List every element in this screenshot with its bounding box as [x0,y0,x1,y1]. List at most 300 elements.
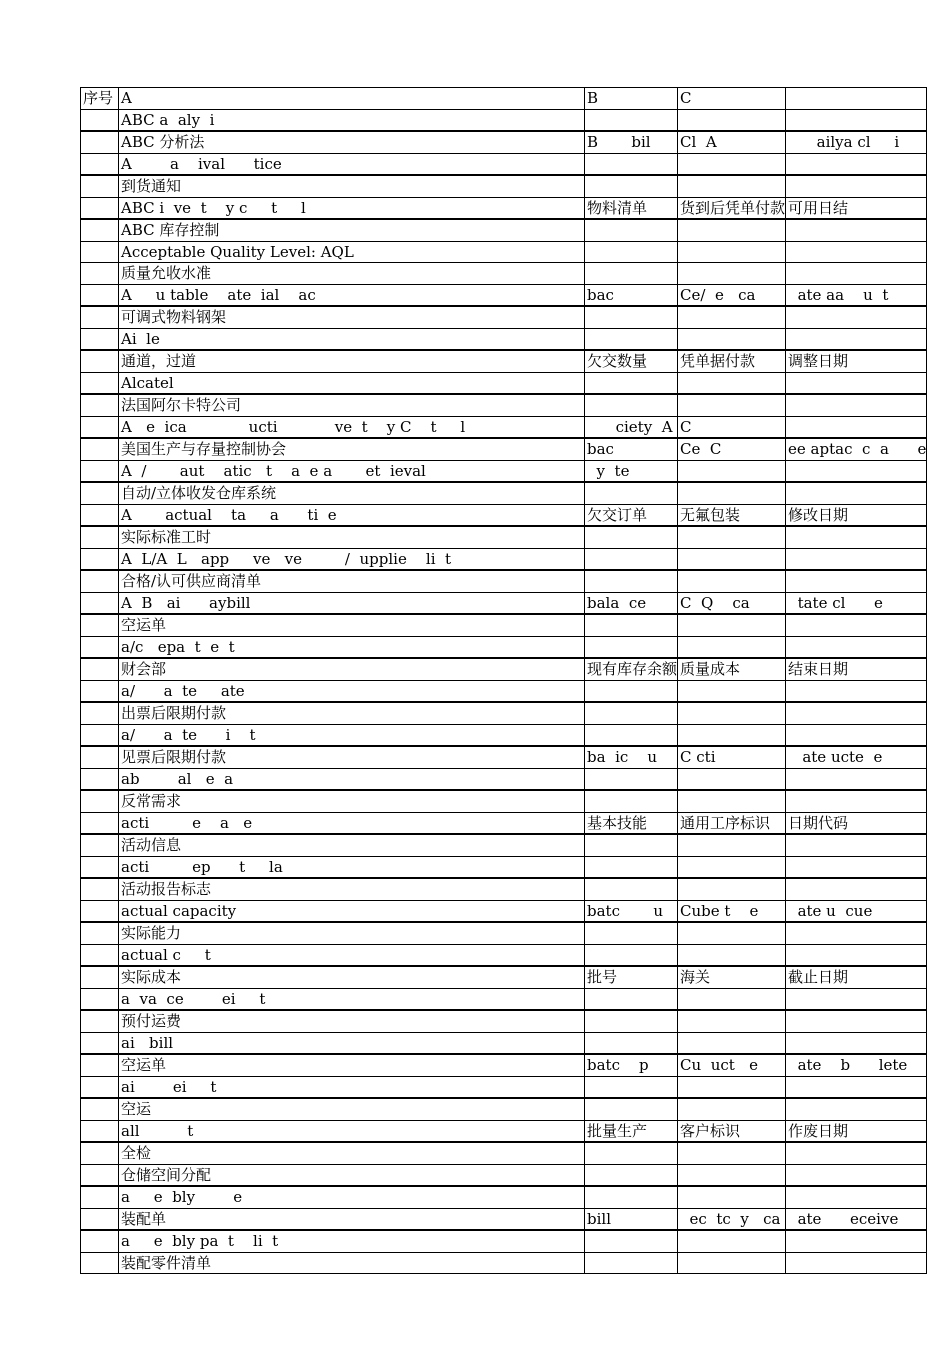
table-cell[interactable] [585,241,678,263]
table-cell[interactable] [81,460,119,482]
table-cell[interactable]: Cube t e [678,900,786,922]
table-row [81,504,927,526]
table-cell[interactable] [585,394,678,416]
table-cell[interactable] [786,328,927,350]
table-row [81,922,927,944]
table-row [81,197,927,219]
table-row [81,394,927,416]
table-cell[interactable]: 批量生产 [585,1120,678,1142]
table-cell[interactable] [585,988,678,1010]
table-cell[interactable]: ailya cl i [786,131,927,153]
table-cell[interactable]: a/c epa t e t [119,636,585,658]
table-cell[interactable] [585,724,678,746]
table-cell[interactable] [678,328,786,350]
table-cell[interactable] [786,614,927,636]
table-cell[interactable] [678,834,786,856]
table-cell[interactable] [678,1098,786,1120]
table-cell[interactable] [678,1032,786,1054]
table-cell[interactable] [678,680,786,702]
table-cell[interactable]: 可用日结 [786,197,927,219]
table-cell[interactable] [81,1186,119,1208]
table-cell[interactable] [678,109,786,131]
table-cell[interactable]: Ai le [119,328,585,350]
table-cell[interactable] [585,1010,678,1032]
table-row [81,636,927,658]
table-cell[interactable] [585,768,678,790]
table-cell[interactable] [585,1098,678,1120]
table-cell[interactable] [678,1076,786,1098]
table-cell[interactable] [81,922,119,944]
table-cell[interactable]: a e bly pa t li t [119,1230,585,1252]
table-cell[interactable] [786,1032,927,1054]
table-cell[interactable]: C Q ca [678,592,786,614]
table-cell[interactable] [786,636,927,658]
table-cell[interactable]: B bil [585,131,678,153]
table-cell[interactable] [81,372,119,394]
table-cell[interactable] [678,482,786,504]
table-cell[interactable] [786,768,927,790]
table-cell[interactable]: Cl A [678,131,786,153]
table-cell[interactable] [678,153,786,175]
table-cell[interactable] [678,175,786,197]
table-cell[interactable] [678,922,786,944]
table-cell[interactable] [786,263,927,285]
table-cell[interactable] [786,724,927,746]
table-cell[interactable]: C [678,416,786,438]
table-cell[interactable] [585,944,678,966]
table-cell[interactable]: 全检 [119,1142,585,1164]
table-cell[interactable]: 截止日期 [786,966,927,988]
table-cell[interactable]: bill [585,1208,678,1230]
table-cell[interactable] [786,1142,927,1164]
table-cell[interactable] [678,702,786,724]
table-cell[interactable]: 实际能力 [119,922,585,944]
table-cell[interactable] [786,1098,927,1120]
table-cell[interactable]: ate u cue [786,900,927,922]
table-cell[interactable] [678,526,786,548]
table-cell[interactable] [81,548,119,570]
table-cell[interactable] [786,1164,927,1186]
table-cell[interactable] [678,878,786,900]
table-cell[interactable] [786,790,927,812]
table-row [81,1010,927,1032]
table-cell[interactable] [786,109,927,131]
table-row [81,153,927,175]
table-body [81,109,927,1274]
table-cell[interactable] [786,175,927,197]
table-cell[interactable]: 无氟包装 [678,504,786,526]
table-cell[interactable] [678,394,786,416]
table-cell[interactable] [678,241,786,263]
table-row [81,350,927,372]
table-cell[interactable] [81,241,119,263]
table-cell[interactable] [585,1076,678,1098]
table-cell[interactable] [81,416,119,438]
table-cell[interactable]: 修改日期 [786,504,927,526]
table-cell[interactable] [786,548,927,570]
table-cell[interactable] [81,856,119,878]
table-cell[interactable] [81,746,119,768]
table-cell[interactable]: Ce C [678,438,786,460]
table-row [81,1252,927,1274]
table-cell[interactable]: ABC i ve t y c t l [119,197,585,219]
table-cell[interactable] [678,856,786,878]
table-cell[interactable] [81,812,119,834]
table-cell[interactable] [585,570,678,592]
table-cell[interactable]: Acceptable Quality Level: AQL [119,241,585,263]
table-cell[interactable] [81,482,119,504]
table-cell[interactable] [585,614,678,636]
table-row [81,1032,927,1054]
table-cell[interactable]: all t [119,1120,585,1142]
table-cell[interactable] [585,1186,678,1208]
table-cell[interactable]: 批号 [585,966,678,988]
header-cell-c[interactable]: C [678,88,786,110]
table-cell[interactable]: 通道，过道 [119,350,585,372]
table-row [81,966,927,988]
table-cell[interactable] [81,680,119,702]
table-cell[interactable]: 物料清单 [585,197,678,219]
table-row [81,746,927,768]
table-cell[interactable]: ate aa u t [786,284,927,306]
table-cell[interactable]: y te [585,460,678,482]
table-row [81,1230,927,1252]
table-cell[interactable]: a/ a te ate [119,680,585,702]
table-cell[interactable]: 质量成本 [678,658,786,680]
table-cell[interactable]: Alcatel [119,372,585,394]
table-cell[interactable] [585,834,678,856]
table-cell[interactable] [786,241,927,263]
table-cell[interactable]: a/ a te i t [119,724,585,746]
table-cell[interactable] [786,834,927,856]
table-cell[interactable]: 质量允收水准 [119,263,585,285]
table-cell[interactable]: A B ai aybill [119,592,585,614]
table-cell[interactable] [786,1252,927,1274]
table-cell[interactable]: 通用工序标识 [678,812,786,834]
table-row [81,944,927,966]
table-cell[interactable] [678,614,786,636]
table-cell[interactable]: 见票后限期付款 [119,746,585,768]
table-row [81,438,927,460]
table-cell[interactable] [585,1252,678,1274]
table-cell[interactable]: bac [585,284,678,306]
table-cell[interactable] [81,900,119,922]
table-cell[interactable] [678,219,786,241]
table-row [81,724,927,746]
table-cell[interactable] [786,944,927,966]
table-cell[interactable]: A a ival tice [119,153,585,175]
table-cell[interactable]: A / aut atic t a e a et ieval [119,460,585,482]
table-cell[interactable]: ee aptac c a e [786,438,927,460]
table-cell[interactable] [678,768,786,790]
table-cell[interactable] [81,636,119,658]
table-cell[interactable] [81,438,119,460]
table-row [81,460,927,482]
table-cell[interactable] [81,175,119,197]
table-cell[interactable] [678,944,786,966]
table-cell[interactable] [678,1230,786,1252]
table-cell[interactable]: batc u [585,900,678,922]
table-cell[interactable] [81,1142,119,1164]
table-cell[interactable]: 反常需求 [119,790,585,812]
table-cell[interactable] [678,372,786,394]
table-cell[interactable] [585,219,678,241]
table-row [81,131,927,153]
table-cell[interactable]: acti e a e [119,812,585,834]
table-cell[interactable] [81,1208,119,1230]
table-cell[interactable]: 日期代码 [786,812,927,834]
table-cell[interactable] [786,570,927,592]
table-cell[interactable] [585,548,678,570]
table-cell[interactable] [81,724,119,746]
table-cell[interactable] [81,966,119,988]
table-cell[interactable] [81,944,119,966]
header-cell-no[interactable]: 序号 [81,88,119,110]
table-cell[interactable] [786,372,927,394]
table-cell[interactable] [786,526,927,548]
table-cell[interactable]: 可调式物料钢架 [119,306,585,328]
table-cell[interactable]: ciety A [585,416,678,438]
table-cell[interactable] [786,153,927,175]
table-cell[interactable] [585,1142,678,1164]
table-cell[interactable] [81,768,119,790]
table-cell[interactable]: actual c t [119,944,585,966]
table-cell[interactable] [786,680,927,702]
table-cell[interactable]: 空运单 [119,1054,585,1076]
header-cell-d[interactable] [786,88,927,110]
table-cell[interactable] [678,724,786,746]
table-cell[interactable]: 欠交订单 [585,504,678,526]
table-cell[interactable]: 欠交数量 [585,350,678,372]
table-cell[interactable] [585,702,678,724]
table-cell[interactable] [81,790,119,812]
table-row [81,614,927,636]
table-cell[interactable]: 装配零件清单 [119,1252,585,1274]
table-cell[interactable]: A L/A L app ve ve / upplie li t [119,548,585,570]
table-cell[interactable]: ABC 库存控制 [119,219,585,241]
table-cell[interactable]: A actual ta a ti e [119,504,585,526]
header-cell-a[interactable]: A [119,88,585,110]
table-cell[interactable] [81,306,119,328]
table-cell[interactable] [81,328,119,350]
table-cell[interactable]: ate eceive [786,1208,927,1230]
table-cell[interactable]: 现有库存余额 [585,658,678,680]
table-cell[interactable]: 海关 [678,966,786,988]
table-cell[interactable]: 空运单 [119,614,585,636]
table-cell[interactable]: 财会部 [119,658,585,680]
table-cell[interactable]: ec tc y ca [678,1208,786,1230]
table-cell[interactable] [81,570,119,592]
table-cell[interactable]: 货到后凭单付款 [678,197,786,219]
table-row [81,526,927,548]
table-cell[interactable] [81,504,119,526]
table-cell[interactable]: C cti [678,746,786,768]
table-cell[interactable]: a va ce ei t [119,988,585,1010]
table-cell[interactable] [585,482,678,504]
table-cell[interactable] [81,988,119,1010]
table-cell[interactable] [585,1032,678,1054]
table-cell[interactable]: 空运 [119,1098,585,1120]
table-cell[interactable] [678,988,786,1010]
table-cell[interactable]: 法国阿尔卡特公司 [119,394,585,416]
table-cell[interactable]: bac [585,438,678,460]
table-cell[interactable] [678,460,786,482]
table-cell[interactable] [81,592,119,614]
table-cell[interactable]: actual capacity [119,900,585,922]
table-row [81,702,927,724]
table-cell[interactable] [678,306,786,328]
table-cell[interactable] [678,1164,786,1186]
table-cell[interactable]: tate cl e [786,592,927,614]
table-cell[interactable] [786,1076,927,1098]
table-cell[interactable] [585,636,678,658]
table-cell[interactable] [585,856,678,878]
table-cell[interactable] [786,922,927,944]
table-cell[interactable]: ab al e a [119,768,585,790]
table-cell[interactable]: 基本技能 [585,812,678,834]
table-cell[interactable] [786,1186,927,1208]
table-cell[interactable] [678,790,786,812]
table-cell[interactable]: ate ucte e [786,746,927,768]
table-row [81,1164,927,1186]
table-cell[interactable] [585,306,678,328]
table-row [81,1186,927,1208]
table-cell[interactable]: bala ce [585,592,678,614]
table-cell[interactable] [585,1164,678,1186]
table-cell[interactable]: 出票后限期付款 [119,702,585,724]
table-cell[interactable]: 到货通知 [119,175,585,197]
table-cell[interactable] [585,372,678,394]
table-cell[interactable]: acti ep t la [119,856,585,878]
table-row [81,1208,927,1230]
table-row [81,856,927,878]
table-cell[interactable]: ba ic u [585,746,678,768]
table-cell[interactable] [81,614,119,636]
table-cell[interactable]: 装配单 [119,1208,585,1230]
table-cell[interactable]: 美国生产与存量控制协会 [119,438,585,460]
table-cell[interactable]: 实际标准工时 [119,526,585,548]
table-cell[interactable] [81,131,119,153]
table-row [81,988,927,1010]
table-cell[interactable] [678,1252,786,1274]
table-cell[interactable] [585,153,678,175]
table-cell[interactable]: 合格/认可供应商清单 [119,570,585,592]
table-cell[interactable]: ABC 分析法 [119,131,585,153]
table-cell[interactable] [81,197,119,219]
table-cell[interactable]: 活动报告标志 [119,878,585,900]
table-cell[interactable] [786,878,927,900]
table-cell[interactable] [81,1054,119,1076]
table-cell[interactable]: A u table ate ial ac [119,284,585,306]
table-cell[interactable] [585,328,678,350]
table-cell[interactable]: 作废日期 [786,1120,927,1142]
table-cell[interactable] [786,702,927,724]
table-cell[interactable]: 客户标识 [678,1120,786,1142]
table-cell[interactable] [678,548,786,570]
header-cell-b[interactable]: B [585,88,678,110]
table-cell[interactable] [585,790,678,812]
table-cell[interactable] [786,219,927,241]
table-cell[interactable] [585,1230,678,1252]
table-cell[interactable]: 凭单据付款 [678,350,786,372]
table-cell[interactable] [786,482,927,504]
table-cell[interactable]: 仓储空间分配 [119,1164,585,1186]
table-cell[interactable] [678,1010,786,1032]
table-cell[interactable]: 调整日期 [786,350,927,372]
table-cell[interactable] [678,1142,786,1164]
table-cell[interactable]: ate b lete [786,1054,927,1076]
table-cell[interactable] [678,636,786,658]
table-cell[interactable]: Cu uct e [678,1054,786,1076]
table-cell[interactable] [585,109,678,131]
table-cell[interactable] [678,570,786,592]
table-cell[interactable] [678,1186,786,1208]
table-cell[interactable] [678,263,786,285]
table-cell[interactable] [81,1120,119,1142]
table-row [81,306,927,328]
table-cell[interactable] [786,856,927,878]
table-cell[interactable] [786,1230,927,1252]
table-cell[interactable] [81,834,119,856]
table-cell[interactable] [81,1230,119,1252]
table-cell[interactable] [786,1010,927,1032]
table-cell[interactable] [81,702,119,724]
table-cell[interactable] [786,988,927,1010]
table-cell[interactable] [81,526,119,548]
table-cell[interactable] [786,416,927,438]
table-cell[interactable]: 预付运费 [119,1010,585,1032]
table-cell[interactable] [786,306,927,328]
table-cell[interactable] [81,109,119,131]
table-cell[interactable] [81,263,119,285]
table-cell[interactable]: ABC a aly i [119,109,585,131]
table-cell[interactable]: 结束日期 [786,658,927,680]
table-cell[interactable]: 实际成本 [119,966,585,988]
table-cell[interactable]: Ce/ e ca [678,284,786,306]
table-cell[interactable] [585,878,678,900]
table-cell[interactable] [81,1032,119,1054]
table-cell[interactable] [81,153,119,175]
table-cell[interactable]: ai bill [119,1032,585,1054]
table-cell[interactable] [585,175,678,197]
table-cell[interactable] [786,460,927,482]
table-cell[interactable] [81,1098,119,1120]
table-cell[interactable]: A e ica ucti ve t y C t l [119,416,585,438]
table-cell[interactable]: a e bly e [119,1186,585,1208]
table-cell[interactable] [585,922,678,944]
table-cell[interactable] [81,658,119,680]
table-cell[interactable]: ai ei t [119,1076,585,1098]
table-cell[interactable] [81,1252,119,1274]
table-cell[interactable] [81,219,119,241]
table-cell[interactable] [786,394,927,416]
table-cell[interactable]: 自动/立体收发仓库系统 [119,482,585,504]
table-row [81,570,927,592]
table-cell[interactable]: batc p [585,1054,678,1076]
table-cell[interactable] [81,1010,119,1032]
table-cell[interactable] [81,350,119,372]
table-row [81,680,927,702]
table-cell[interactable] [585,263,678,285]
table-cell[interactable] [81,394,119,416]
table-cell[interactable] [81,878,119,900]
table-cell[interactable] [585,680,678,702]
table-cell[interactable] [585,526,678,548]
table-cell[interactable] [81,1164,119,1186]
table-cell[interactable] [81,284,119,306]
table-cell[interactable] [81,1076,119,1098]
table-cell[interactable]: 活动信息 [119,834,585,856]
